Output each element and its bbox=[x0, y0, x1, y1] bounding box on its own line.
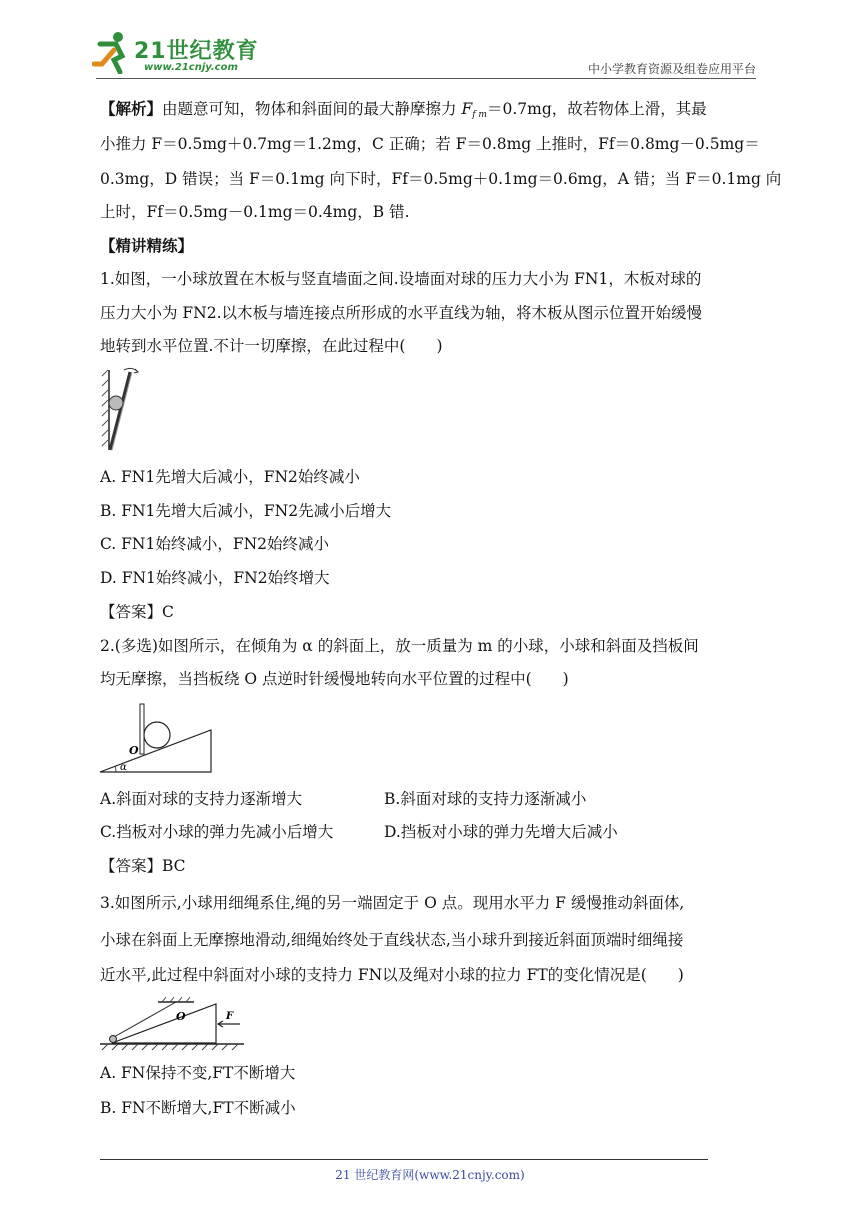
logo-url: www.21cnjy.com bbox=[144, 62, 238, 73]
q2-option-c: C.挡板对小球的弹力先减小后增大 bbox=[100, 823, 334, 841]
q2-figure bbox=[98, 702, 214, 774]
analysis-heading: 【解析】 bbox=[100, 99, 163, 118]
q1-option-c: C. FN1始终减小，FN2始终减小 bbox=[100, 535, 330, 553]
q3-line-1: 3.如图所示,小球用细绳系住,绳的另一端固定于 O 点。现用水平力 F 缓慢推动斜面体, bbox=[100, 894, 685, 912]
q2-option-a: A.斜面对球的支持力逐渐增大 bbox=[100, 790, 303, 808]
q3-line-3: 近水平,此过程中斜面对小球的支持力 FN以及绳对小球的拉力 FT的变化情况是( ) bbox=[100, 966, 684, 984]
q3-option-a: A. FN保持不变,FT不断增大 bbox=[100, 1064, 296, 1082]
q2-line-2: 均无摩擦，当挡板绕 O 点逆时针缓慢地转向水平位置的过程中( ) bbox=[100, 670, 569, 688]
analysis-line-1 bbox=[100, 99, 707, 125]
header-platform-text: 中小学教育资源及组卷应用平台 bbox=[587, 62, 756, 76]
q1-line-2: 压力大小为 FN2.以木板与墙连接点所形成的水平直线为轴，将木板从图示位置开始缓慢 bbox=[100, 304, 703, 322]
q2-option-d: D.挡板对小球的弹力先增大后减小 bbox=[384, 823, 618, 841]
analysis-line-4: 上时，Ff＝0.5mg－0.1mg＝0.4mg，B 错. bbox=[100, 203, 410, 221]
q3-figure bbox=[98, 994, 248, 1052]
q2-option-b: B.斜面对球的支持力逐渐减小 bbox=[384, 790, 587, 808]
q2-fig-label-alpha: α bbox=[120, 762, 127, 773]
friction-symbol: $F_{f m}$ bbox=[461, 100, 487, 120]
q1-figure bbox=[100, 366, 148, 456]
q3-line-2: 小球在斜面上无摩擦地滑动,细绳始终处于直线状态,当小球升到接近斜面顶端时细绳接 bbox=[100, 931, 684, 949]
analysis-text-1: 由题意可知，物体和斜面间的最大静摩擦力 bbox=[162, 100, 457, 118]
q1-option-a: A. FN1先增大后减小，FN2始终减小 bbox=[100, 468, 360, 486]
analysis-text-1b: ＝0.7mg，故若物体上滑，其最 bbox=[486, 100, 707, 118]
q2-answer: 【答案】BC bbox=[100, 857, 186, 875]
runner-logo-icon bbox=[92, 30, 132, 74]
footer-text: 21 世纪教育网(www.21cnjy.com) bbox=[335, 1168, 525, 1182]
q3-fig-label-O: O bbox=[176, 1010, 186, 1023]
q1-option-b: B. FN1先增大后减小，FN2先减小后增大 bbox=[100, 502, 392, 520]
q1-answer: 【答案】C bbox=[100, 603, 174, 621]
section-title: 【精讲精练】 bbox=[100, 236, 194, 255]
q2-line-1: 2.(多选)如图所示，在倾角为 α 的斜面上，放一质量为 m 的小球，小球和斜面及挡板间 bbox=[100, 637, 699, 655]
logo-text: 21世纪教育 bbox=[134, 39, 259, 64]
site-logo bbox=[92, 30, 262, 80]
q3-option-b: B. FN不断增大,FT不断减小 bbox=[100, 1099, 296, 1117]
q1-option-d: D. FN1始终减小，FN2始终增大 bbox=[100, 569, 330, 587]
q1-line-1: 1.如图，一小球放置在木板与竖直墙面之间.设墙面对球的压力大小为 FN1，木板对球的 bbox=[100, 270, 702, 288]
q2-fig-label-O: O bbox=[129, 744, 139, 757]
analysis-line-2: 小推力 F＝0.5mg＋0.7mg＝1.2mg，C 正确；若 F＝0.8mg 上推时，Ff＝0.8mg－0.5mg＝ bbox=[100, 135, 760, 153]
q3-fig-label-F: F bbox=[226, 1011, 234, 1022]
header-divider bbox=[96, 78, 756, 79]
analysis-line-3: 0.3mg，D 错误；当 F＝0.1mg 向下时，Ff＝0.5mg＋0.1mg＝0.6mg，A 错；当 F＝0.1mg 向 bbox=[100, 170, 782, 188]
q1-line-3: 地转到水平位置.不计一切摩擦，在此过程中( ) bbox=[100, 337, 443, 355]
footer-divider bbox=[100, 1159, 708, 1160]
